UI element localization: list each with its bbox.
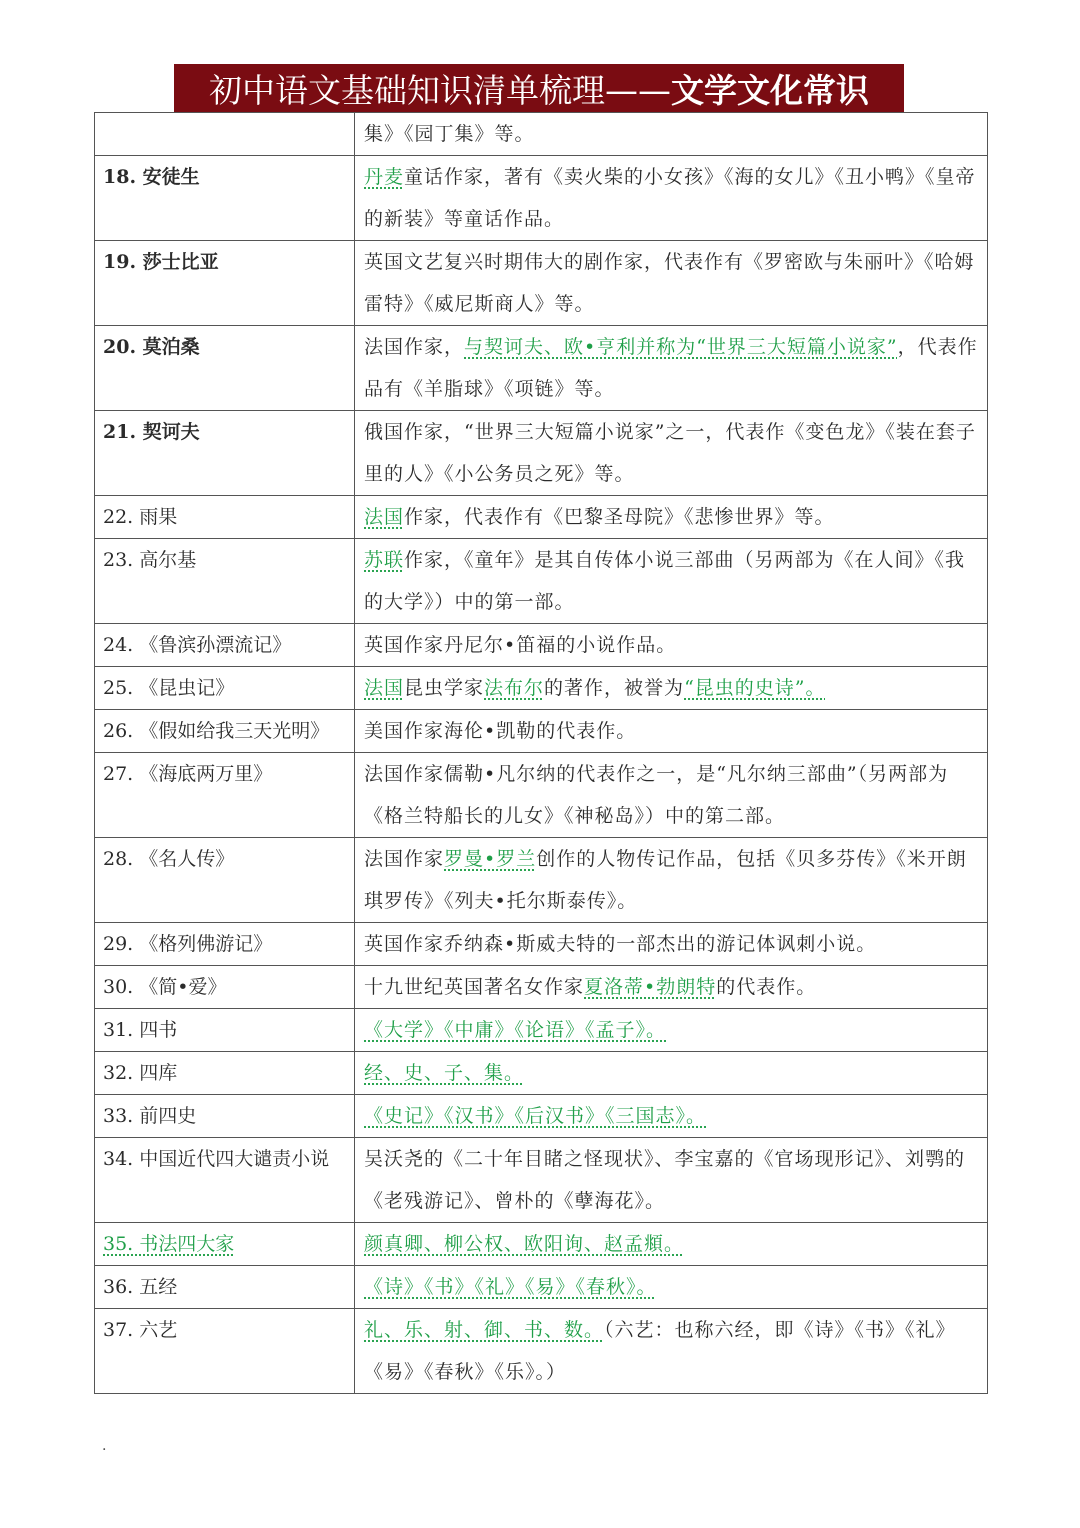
title-main: 初中语文基础知识清单梳理—— [209, 70, 671, 110]
desc-text: （六艺：也称六经，即《诗》《书》《礼》《易》《春秋》《乐》。） [364, 1319, 956, 1383]
term-cell: 21. 契诃夫 [95, 411, 355, 496]
highlight-text: 苏联 [364, 549, 405, 571]
table-row [95, 496, 988, 539]
highlight-text: 法国 [364, 506, 405, 528]
desc-cell [355, 1095, 988, 1138]
highlight-text: 罗曼•罗兰 [444, 848, 537, 870]
table-row [95, 411, 988, 496]
desc-text: 的著作，被誉为 [544, 677, 685, 699]
term-cell: 18. 安徒生 [95, 156, 355, 241]
term-cell: 28. 《名人传》 [95, 838, 355, 923]
desc-text: 昆虫学家 [404, 677, 485, 699]
highlight-text: 礼、乐、射、御、书、数。 [364, 1319, 605, 1341]
term-cell [95, 113, 355, 156]
desc-cell [355, 1052, 988, 1095]
knowledge-table [94, 112, 988, 1394]
table-row [95, 539, 988, 624]
table-row [95, 710, 988, 753]
desc-text: 的代表作。 [716, 976, 817, 998]
desc-cell: 英国作家乔纳森•斯威夫特的一部杰出的游记体讽刺小说。 [355, 923, 988, 966]
desc-cell [355, 156, 988, 241]
table-row [95, 326, 988, 411]
table-row [95, 1095, 988, 1138]
desc-text: 十九世纪英国著名女作家 [364, 976, 585, 998]
highlight-term: 35. 书法四大家 [103, 1233, 235, 1255]
desc-cell [355, 966, 988, 1009]
page-title [174, 64, 904, 112]
term-cell: 20. 莫泊桑 [95, 326, 355, 411]
term-cell: 36. 五经 [95, 1266, 355, 1309]
term-cell: 23. 高尔基 [95, 539, 355, 624]
highlight-text: 与契诃夫、欧•亨利并称为“世界三大短篇小说家” [464, 336, 898, 358]
highlight-text: 《诗》《书》《礼》《易》《春秋》。 [364, 1276, 657, 1298]
table-row [95, 838, 988, 923]
desc-text: 法国作家 [364, 848, 445, 870]
term-cell: 32. 四库 [95, 1052, 355, 1095]
term-cell [95, 1138, 355, 1223]
desc-cell [355, 1223, 988, 1266]
desc-cell: 美国作家海伦•凯勒的代表作。 [355, 710, 988, 753]
term-text: 34. 中国近代四大谴责小说 [103, 1148, 330, 1170]
term-cell: 22. 雨果 [95, 496, 355, 539]
highlight-text: 《大学》《中庸》《论语》《孟子》。 [364, 1019, 667, 1041]
title-accent: 文学文化常识 [671, 70, 869, 110]
desc-cell [355, 1266, 988, 1309]
desc-cell [355, 1009, 988, 1052]
table-row [95, 667, 988, 710]
table-row [95, 1309, 988, 1394]
table-row [95, 1138, 988, 1223]
term-cell: 37. 六艺 [95, 1309, 355, 1394]
term-cell [95, 1223, 355, 1266]
desc-cell [355, 496, 988, 539]
desc-cell: 集》《园丁集》等。 [355, 113, 988, 156]
desc-text: 童话作家，著有《卖火柴的小女孩》《海的女儿》《丑小鸭》《皇帝的新装》等童话作品。 [364, 166, 976, 230]
term-cell: 27. 《海底两万里》 [95, 753, 355, 838]
highlight-text: “昆虫的史诗”。 [684, 677, 826, 699]
desc-cell: 英国文艺复兴时期伟大的剧作家，代表作有《罗密欧与朱丽叶》《哈姆雷特》《威尼斯商人》等。 [355, 241, 988, 326]
highlight-text: 丹麦 [364, 166, 405, 188]
table-row [95, 753, 988, 838]
desc-text: 法国作家， [364, 336, 465, 358]
term-cell: 29. 《格列佛游记》 [95, 923, 355, 966]
table-row [95, 1009, 988, 1052]
term-cell: 31. 四书 [95, 1009, 355, 1052]
desc-cell [355, 838, 988, 923]
desc-cell: 吴沃尧的《二十年目睹之怪现状》、李宝嘉的《官场现形记》、刘鹗的《老残游记》、曾朴的《孽海花》。 [355, 1138, 988, 1223]
desc-cell [355, 667, 988, 710]
desc-text: 作家，代表作有《巴黎圣母院》《悲惨世界》等。 [404, 506, 835, 528]
term-cell: 30. 《简•爱》 [95, 966, 355, 1009]
footer-dot: . [102, 1438, 107, 1454]
highlight-text: 经、史、子、集。 [364, 1062, 525, 1084]
table-row [95, 1266, 988, 1309]
highlight-text: 颜真卿、柳公权、欧阳询、赵孟頫。 [364, 1233, 685, 1255]
term-cell: 25. 《昆虫记》 [95, 667, 355, 710]
table-row [95, 241, 988, 326]
term-cell: 19. 莎士比亚 [95, 241, 355, 326]
table-row [95, 113, 988, 156]
term-cell: 26. 《假如给我三天光明》 [95, 710, 355, 753]
table-row [95, 1052, 988, 1095]
table-row [95, 624, 988, 667]
desc-cell: 俄国作家，“世界三大短篇小说家”之一，代表作《变色龙》《装在套子里的人》《小公务员之死》等。 [355, 411, 988, 496]
desc-cell: 英国作家丹尼尔•笛福的小说作品。 [355, 624, 988, 667]
desc-text: 创作的人物传记作品，包括《贝多芬传》《米开朗琪罗传》《列夫•托尔斯泰传》。 [364, 848, 967, 912]
term-cell: 24. 《鲁滨孙漂流记》 [95, 624, 355, 667]
desc-cell [355, 326, 988, 411]
desc-text: ，代表作品有《羊脂球》《项链》等。 [364, 336, 978, 400]
desc-cell [355, 1309, 988, 1394]
table-row [95, 923, 988, 966]
highlight-text: 《史记》《汉书》《后汉书》《三国志》。 [364, 1105, 707, 1127]
desc-cell: 法国作家儒勒•凡尔纳的代表作之一，是“凡尔纳三部曲”（另两部为《格兰特船长的儿女》《神秘岛》）中的第二部。 [355, 753, 988, 838]
table-row [95, 1223, 988, 1266]
table-row [95, 966, 988, 1009]
desc-cell [355, 539, 988, 624]
highlight-text: 法国 [364, 677, 405, 699]
desc-text: 作家，《童年》是其自传体小说三部曲（另两部为《在人间》《我的大学》）中的第一部。 [364, 549, 966, 613]
term-cell: 33. 前四史 [95, 1095, 355, 1138]
highlight-text: 夏洛蒂•勃朗特 [584, 976, 717, 998]
highlight-text: 法布尔 [484, 677, 545, 699]
table-row [95, 156, 988, 241]
